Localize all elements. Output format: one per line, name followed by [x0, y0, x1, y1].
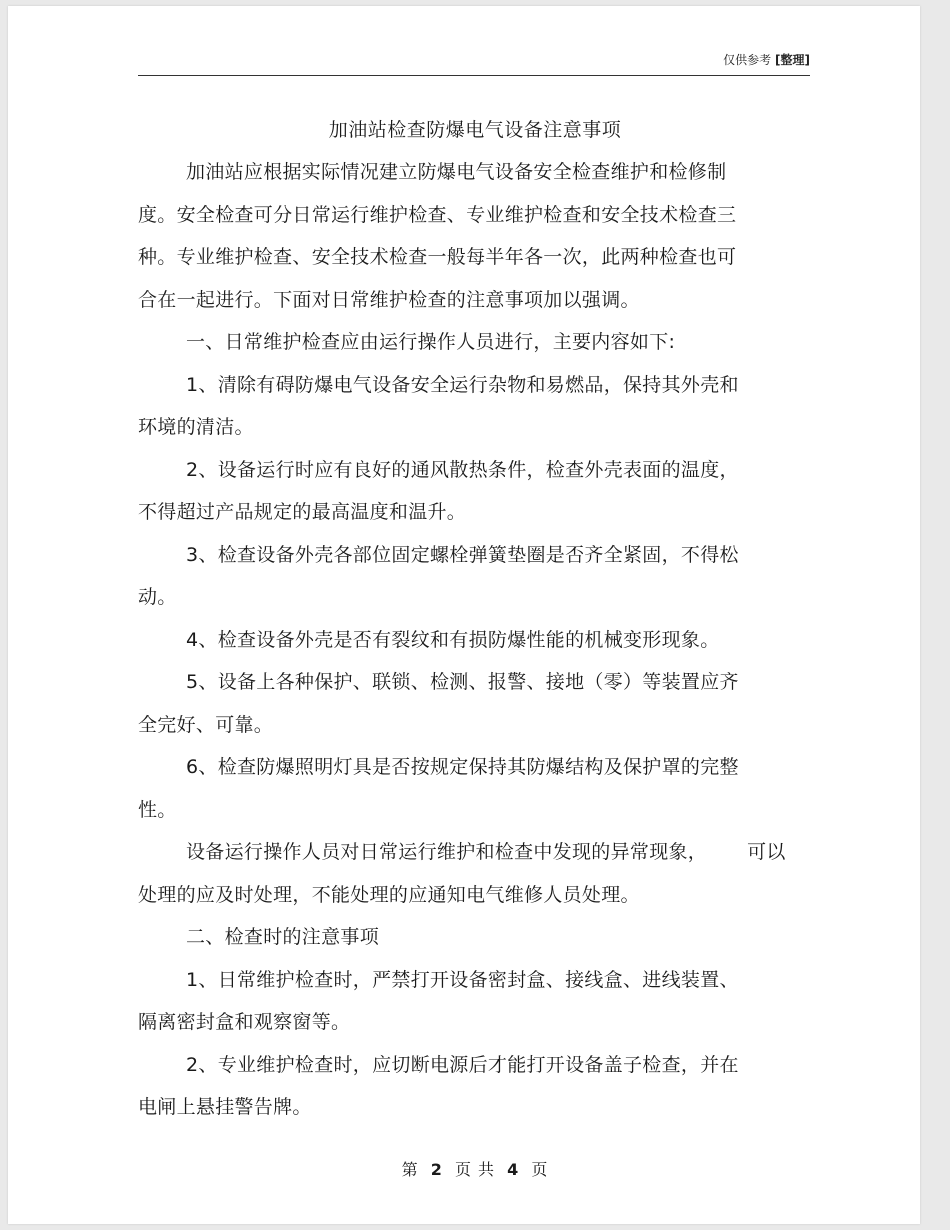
text-line-content: 合在一起进行。下面对日常维护检查的注意事项加以强调。	[138, 288, 640, 311]
text-line-content: 处理的应及时处理，不能处理的应通知电气维修人员处理。	[138, 883, 640, 906]
text-line-content: 2、专业维护检查时，应切断电源后才能打开设备盖子检查，并在	[186, 1053, 739, 1076]
text-line	[138, 704, 810, 747]
text-line	[138, 321, 810, 364]
text-line-content: 3、检查设备外壳各部位固定螺栓弹簧垫圈是否齐全紧固，不得松	[186, 543, 739, 566]
text-line	[138, 1044, 810, 1087]
text-line-content: 6、检查防爆照明灯具是否按规定保持其防爆结构及保护罩的完整	[186, 756, 739, 778]
text-line-content: 不得超过产品规定的最高温度和温升。	[138, 501, 467, 523]
text-line-content: 1、日常维护检查时，严禁打开设备密封盒、接线盒、进线装置、	[186, 968, 739, 991]
text-line	[138, 959, 810, 1002]
text-line-content: 环境的清洁。	[138, 416, 254, 438]
text-line-content: 4、检查设备外壳是否有裂纹和有损防爆性能的机械变形现象。	[186, 628, 720, 651]
text-line	[138, 1086, 810, 1129]
text-line-tail: 可以	[747, 841, 786, 863]
text-line	[138, 1001, 810, 1044]
text-line-content: 电闸上悬挂警告牌。	[138, 1096, 312, 1118]
text-line-content: 一、日常维护检查应由运行操作人员进行，主要内容如下:	[186, 331, 676, 353]
text-line	[138, 151, 810, 194]
text-line	[138, 789, 810, 832]
page-footer	[0, 1157, 950, 1180]
text-line	[138, 916, 810, 959]
text-line-content: 5、设备上各种保护、联锁、检测、报警、接地（零）等装置应齐	[186, 671, 739, 693]
text-line-content: 加油站应根据实际情况建立防爆电气设备安全检查维护和检修制	[186, 161, 727, 183]
text-line	[138, 661, 810, 704]
text-line	[138, 619, 810, 662]
text-line	[138, 194, 810, 237]
text-line-content: 度。安全检查可分日常运行维护检查、专业维护检查和安全技术检查三	[138, 203, 737, 226]
text-line	[138, 279, 810, 322]
text-line-content: 设备运行操作人员对日常运行维护和检查中发现的异常现象，	[186, 841, 708, 863]
text-line-content: 2、设备运行时应有良好的通风散热条件，检查外壳表面的温度，	[186, 458, 739, 481]
text-line-content: 隔离密封盒和观察窗等。	[138, 1011, 351, 1033]
footer-current-page: 2	[430, 1160, 443, 1179]
text-line	[138, 449, 810, 492]
text-line	[138, 831, 810, 874]
text-line	[138, 236, 810, 279]
text-line-content: 种。专业维护检查、安全技术检查一般每半年各一次，此两种检查也可	[138, 246, 737, 268]
header-note-tag: [整理]	[775, 53, 810, 67]
text-line-content: 全完好、可靠。	[138, 713, 274, 736]
footer-total-pages: 4	[507, 1160, 520, 1179]
text-line	[138, 874, 810, 917]
text-line-content: 动。	[138, 586, 177, 608]
document-body	[138, 151, 810, 1129]
text-line	[138, 534, 810, 577]
text-line-content: 性。	[138, 798, 177, 821]
header-note	[700, 51, 810, 68]
text-line	[138, 746, 810, 789]
header-rule	[138, 75, 810, 76]
document-title: 加油站检查防爆电气设备注意事项	[328, 119, 622, 141]
header-note-text: 仅供参考	[723, 53, 772, 67]
text-line-content: 1、清除有碍防爆电气设备安全运行杂物和易燃品，保持其外壳和	[186, 373, 739, 396]
footer-prefix: 第	[401, 1160, 419, 1179]
text-line	[138, 406, 810, 449]
text-line	[138, 576, 810, 619]
footer-suffix: 页	[531, 1160, 549, 1179]
text-line	[138, 491, 810, 534]
text-line-content: 二、检查时的注意事项	[186, 926, 380, 948]
text-line	[138, 364, 810, 407]
footer-middle: 页 共	[454, 1160, 496, 1179]
